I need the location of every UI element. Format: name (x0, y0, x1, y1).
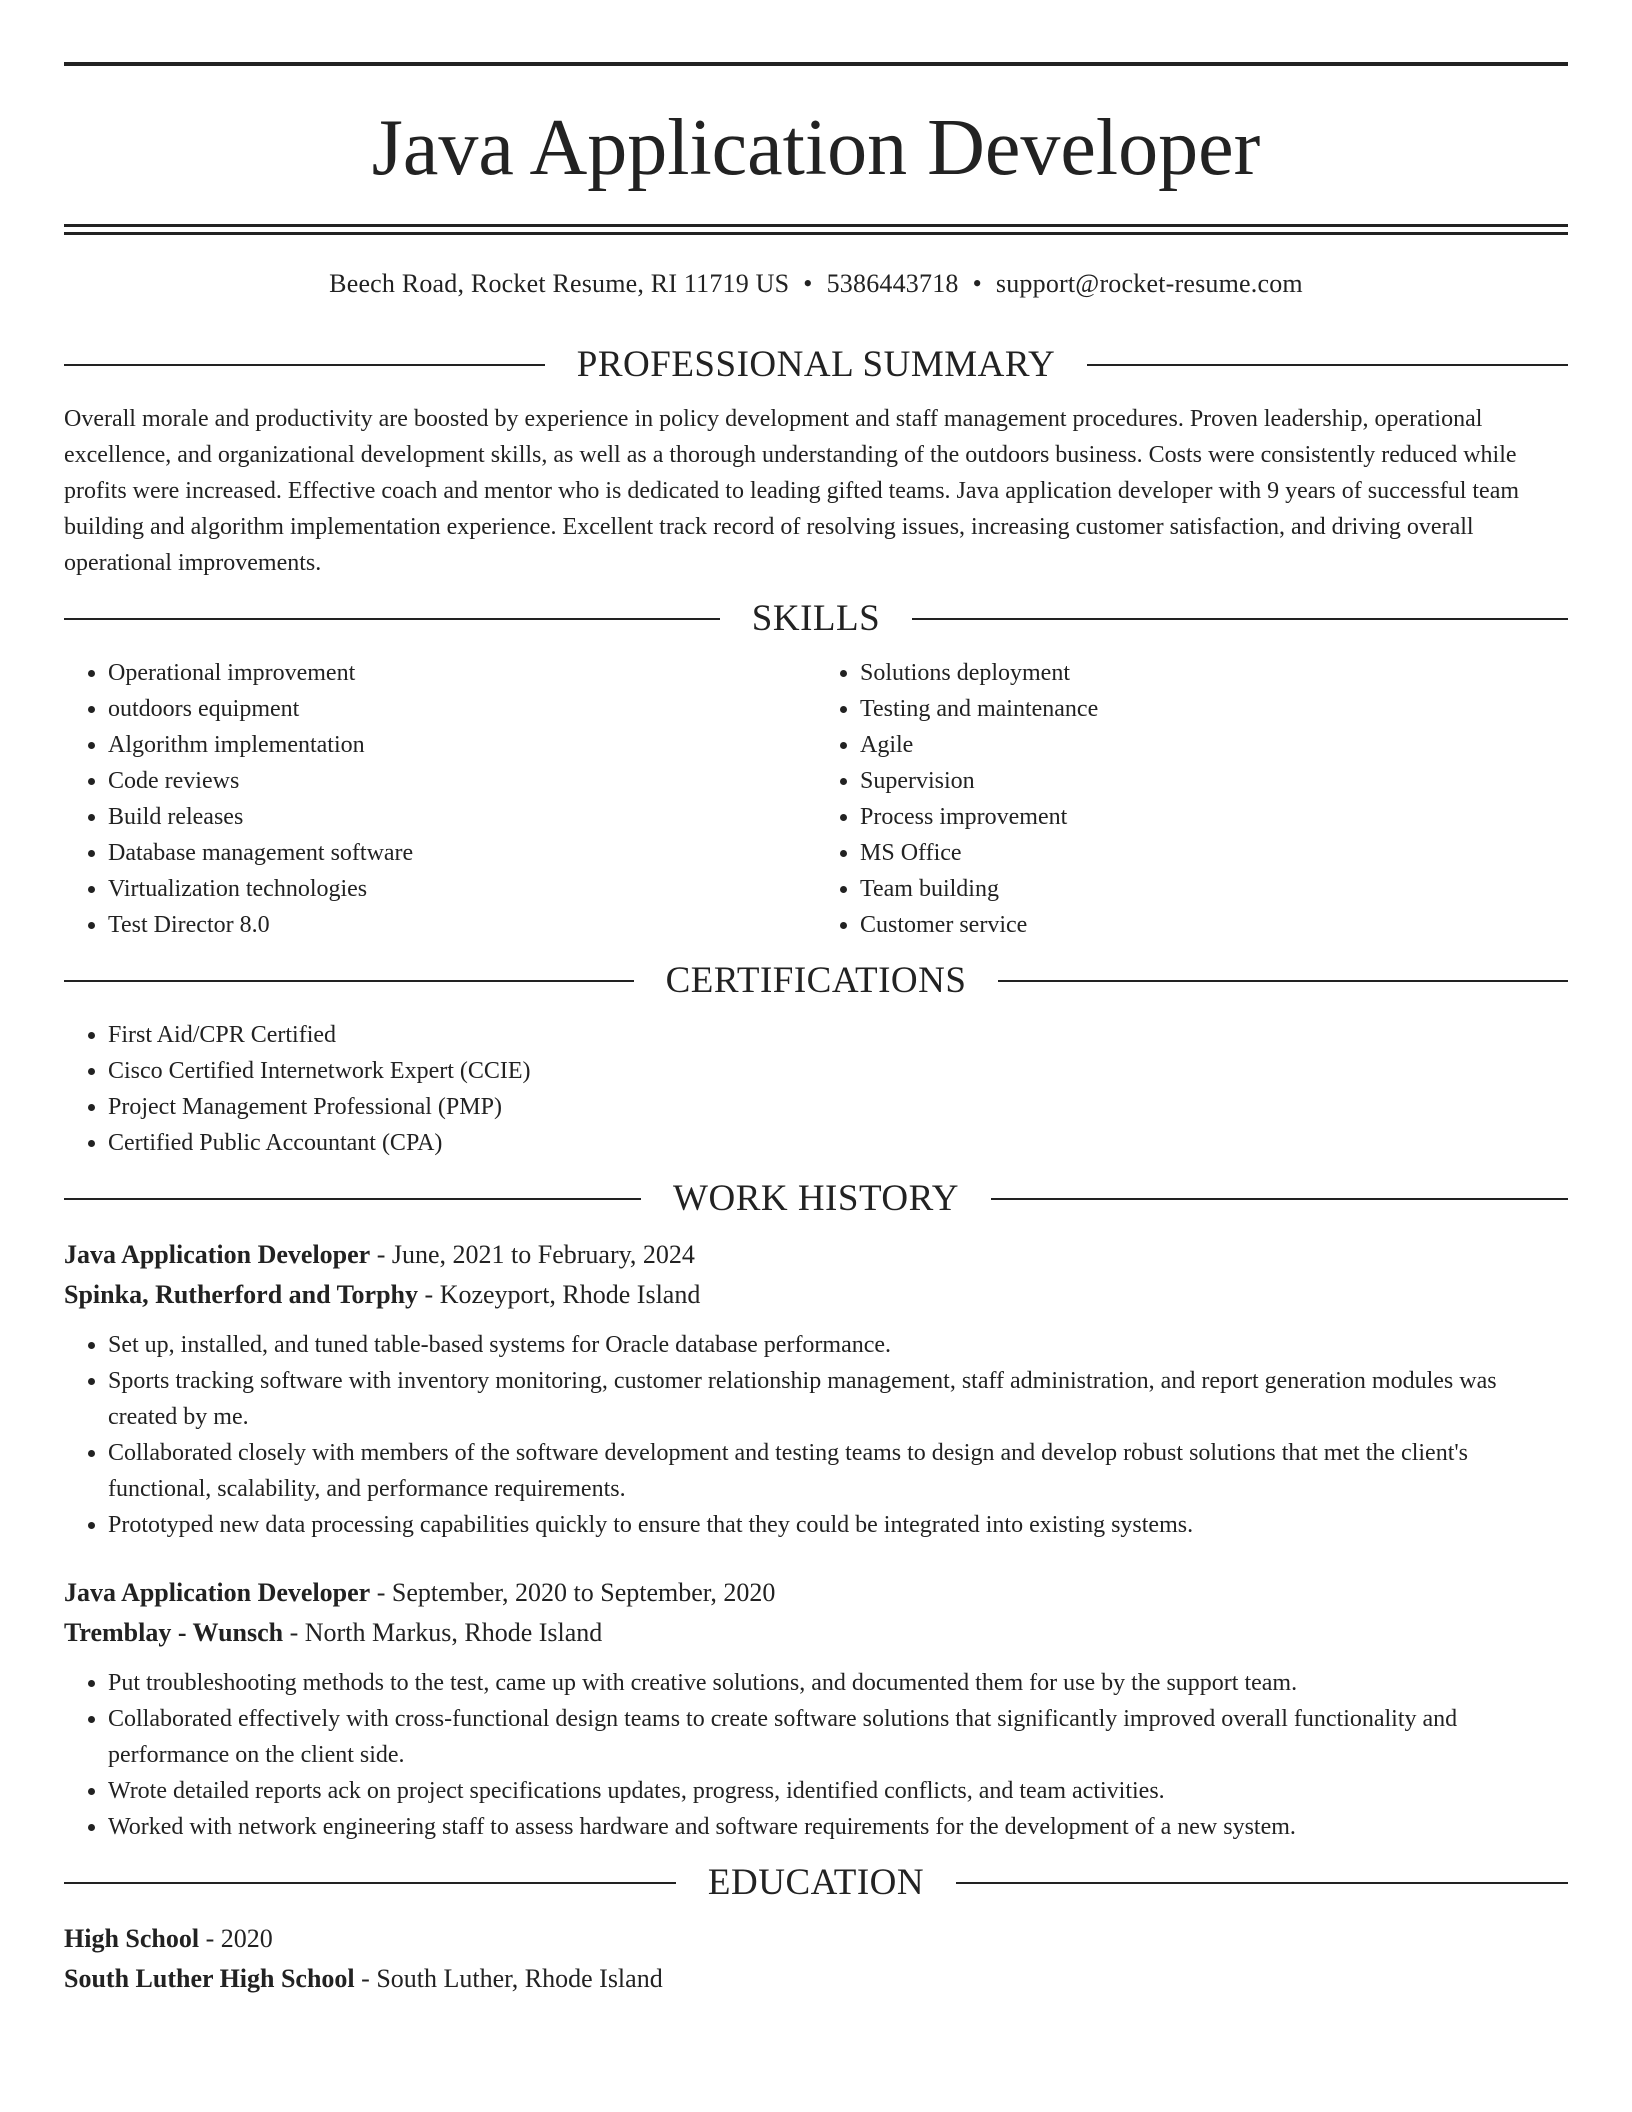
summary-heading (64, 343, 1568, 387)
education-year: - 2020 (199, 1924, 273, 1953)
heading-rule (64, 980, 634, 982)
skill-item: • outdoors equipment (108, 691, 816, 727)
job-bullets (64, 1327, 1568, 1543)
heading-rule (64, 1882, 676, 1884)
certifications-heading-label: CERTIFICATIONS (665, 960, 967, 1001)
skills-heading (64, 597, 1568, 641)
job-entry (64, 1573, 1568, 1845)
education-degree-line (64, 1919, 1568, 1959)
skills-heading-label: SKILLS (751, 598, 881, 639)
job-entry (64, 1235, 1568, 1543)
job-title: Java Application Developer (64, 1578, 371, 1607)
skills-list-left (64, 655, 816, 943)
job-bullet: • Collaborated closely with members of the software development and testing teams to design and develop robust solutions that met the client's functional, scalability, and performance requirements. (108, 1435, 1568, 1507)
skill-item: • Operational improvement (108, 655, 816, 691)
job-bullets (64, 1665, 1568, 1845)
certification-item: • First Aid/CPR Certified (108, 1017, 1568, 1053)
skills-list-right (816, 655, 1568, 943)
work-heading-label: WORK HISTORY (673, 1178, 959, 1219)
contact-separator: • (803, 269, 813, 298)
skill-item: • Virtualization technologies (108, 871, 816, 907)
skill-item: • Code reviews (108, 763, 816, 799)
heading-rule (64, 618, 720, 620)
summary-text: Overall morale and productivity are boosted by experience in policy development and staff management procedures. Proven leadership, operational excellence, and organizational development skills, as well as a thorough understanding of the outdoors business. Costs were consistently reduced while profits were increased. Effective coach and mentor who is dedicated to leading gifted teams. Java application developer with 9 years of successful team building and algorithm implementation experience. Excellent track record of resolving issues, increasing customer satisfaction, and driving overall operational improvements. (64, 406, 1520, 576)
heading-rule (998, 980, 1568, 982)
skill-item: • Agile (860, 727, 1568, 763)
job-bullet: • Wrote detailed reports ack on project specifications updates, progress, identified conflicts, and team activities. (108, 1773, 1568, 1809)
skill-item: • Test Director 8.0 (108, 907, 816, 943)
resume-title: Java Application Developer (371, 104, 1261, 192)
skill-item: • Solutions deployment (860, 655, 1568, 691)
summary-heading-label: PROFESSIONAL SUMMARY (576, 344, 1056, 385)
heading-rule (912, 618, 1568, 620)
work-heading (64, 1177, 1568, 1221)
job-dates: - June, 2021 to February, 2024 (370, 1240, 695, 1269)
contact-email: support@rocket-resume.com (995, 269, 1303, 298)
job-bullet: • Put troubleshooting methods to the test, came up with creative solutions, and documented them for use by the support team. (108, 1665, 1568, 1701)
skill-item: • Database management software (108, 835, 816, 871)
job-company-line (64, 1275, 1568, 1315)
certifications-list (64, 1017, 1568, 1161)
education-location: - South Luther, Rhode Island (354, 1964, 663, 1993)
skill-item: • Process improvement (860, 799, 1568, 835)
skill-item: • Customer service (860, 907, 1568, 943)
heading-rule (64, 364, 545, 366)
skill-item: • Team building (860, 871, 1568, 907)
heading-rule (956, 1882, 1568, 1884)
job-title-line (64, 1573, 1568, 1613)
education-heading (64, 1861, 1568, 1905)
contact-address: Beech Road, Rocket Resume, RI 11719 US (329, 269, 790, 298)
top-rule (64, 62, 1568, 66)
job-dates: - September, 2020 to September, 2020 (370, 1578, 776, 1607)
job-location: - North Markus, Rhode Island (283, 1618, 603, 1647)
education-degree: High School (64, 1924, 200, 1953)
contact-line (64, 267, 1568, 301)
job-bullet: • Set up, installed, and tuned table-based systems for Oracle database performance. (108, 1327, 1568, 1363)
job-bullet: • Sports tracking software with inventory monitoring, customer relationship management, staff administration, and report generation modules was created by me. (108, 1363, 1568, 1435)
skill-item: • Algorithm implementation (108, 727, 816, 763)
job-bullet: • Prototyped new data processing capabilities quickly to ensure that they could be integrated into existing systems. (108, 1507, 1568, 1543)
heading-rule (1087, 364, 1568, 366)
skill-item: • MS Office (860, 835, 1568, 871)
resume-content (64, 62, 1568, 1999)
certification-item: • Certified Public Accountant (CPA) (108, 1125, 1568, 1161)
skill-item: • Build releases (108, 799, 816, 835)
certification-item: • Project Management Professional (PMP) (108, 1089, 1568, 1125)
heading-rule (991, 1198, 1568, 1200)
job-location: - Kozeyport, Rhode Island (418, 1280, 701, 1309)
education-heading-label: EDUCATION (707, 1862, 925, 1903)
job-bullet: • Collaborated effectively with cross-functional design teams to create software solutions that significantly improved overall functionality and performance on the client side. (108, 1701, 1568, 1773)
heading-rule (64, 1198, 641, 1200)
job-title: Java Application Developer (64, 1240, 371, 1269)
certifications-heading (64, 959, 1568, 1003)
education-school-line (64, 1959, 1568, 1999)
education-entry (64, 1919, 1568, 1999)
job-company: Tremblay - Wunsch (64, 1618, 284, 1647)
contact-separator: • (972, 269, 982, 298)
contact-phone: 5386443718 (826, 269, 959, 298)
job-bullet: • Worked with network engineering staff to assess hardware and software requirements for the development of a new system. (108, 1809, 1568, 1845)
title-double-rule (64, 224, 1568, 235)
education-school: South Luther High School (64, 1964, 355, 1993)
job-company: Spinka, Rutherford and Torphy (64, 1280, 419, 1309)
job-company-line (64, 1613, 1568, 1653)
skill-item: • Supervision (860, 763, 1568, 799)
skills-columns (64, 655, 1568, 943)
job-title-line (64, 1235, 1568, 1275)
skill-item: • Testing and maintenance (860, 691, 1568, 727)
certification-item: • Cisco Certified Internetwork Expert (CCIE) (108, 1053, 1568, 1089)
